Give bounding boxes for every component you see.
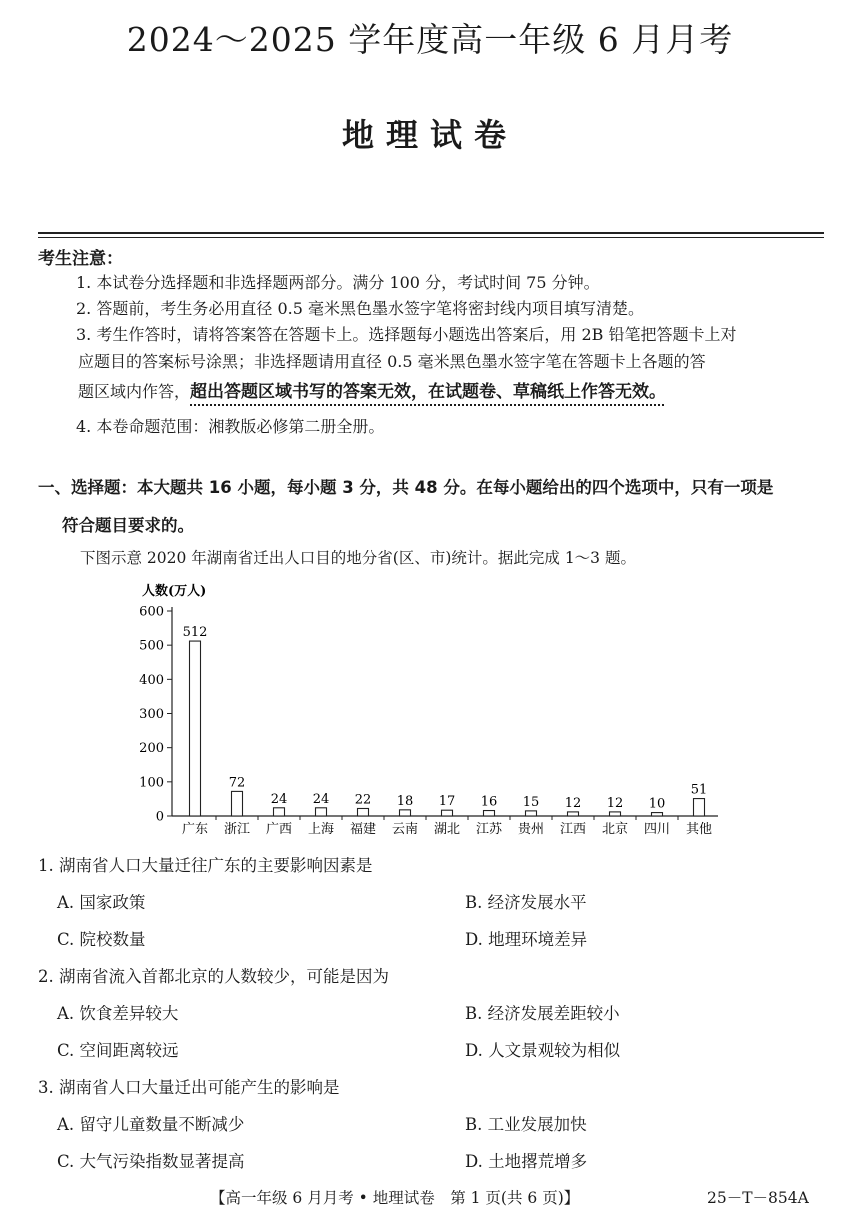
bar-7	[442, 810, 453, 816]
bar-12	[652, 813, 663, 816]
page-footer	[210, 1186, 809, 1208]
bar-8	[484, 811, 495, 816]
bar-value-label: 12	[606, 795, 624, 811]
x-tick-label: 云南	[391, 822, 419, 837]
x-tick-label: 湖北	[433, 822, 461, 837]
x-axis-labels	[182, 816, 712, 837]
x-tick-label: 上海	[307, 822, 335, 837]
x-tick-label: 浙江	[223, 822, 251, 837]
bar-value-label: 51	[690, 782, 708, 798]
bar-value-label: 24	[312, 791, 330, 807]
q2-option-c: C. 空间距离较远	[57, 1041, 179, 1060]
q2-option-a: A. 饮食差异较大	[57, 1004, 179, 1023]
bar-1	[190, 641, 201, 816]
bar-4	[316, 808, 327, 816]
y-tick-label: 500	[139, 638, 164, 654]
bar-2	[232, 791, 243, 816]
y-tick-label: 100	[139, 775, 164, 791]
bar-chart	[120, 578, 740, 840]
notice-heading: 考生注意：	[38, 249, 123, 269]
q3-option-d: D. 土地撂荒增多	[465, 1152, 588, 1171]
q1-option-a: A. 国家政策	[57, 893, 146, 912]
bar-value-label: 12	[564, 795, 582, 811]
x-tick-label: 福建	[349, 822, 377, 837]
notice-emphasis: 超出答题区域书写的答案无效，在试题卷、草稿纸上作答无效。	[190, 382, 667, 402]
y-tick-label: 600	[139, 604, 164, 620]
notice-item-3-end	[78, 379, 830, 405]
bar-10	[568, 812, 579, 816]
bar-value-label: 24	[270, 791, 288, 807]
x-tick-label: 江苏	[475, 822, 503, 837]
bar-value-label: 72	[228, 775, 246, 791]
notice-item-4: 4. 本卷命题范围：湘教版必修第二册全册。	[76, 417, 385, 436]
chart-intro: 下图示意 2020 年湖南省迁出人口目的地分省(区、市)统计。据此完成 1～3 题。	[80, 549, 636, 567]
x-tick-label: 广西	[265, 822, 293, 837]
q1-option-d: D. 地理环境差异	[465, 930, 588, 949]
divider-thin	[38, 237, 824, 238]
question-3: 3. 湖南省人口大量迁出可能产生的影响是	[38, 1078, 340, 1097]
notice-item-2: 2. 答题前，考生务必用直径 0.5 毫米黑色墨水签字笔将密封线内项目填写清楚。	[76, 299, 644, 318]
notice-item-3: 3. 考生作答时，请将答案答在答题卡上。选择题每小题选出答案后，用 2B 铅笔把答题卡上对	[76, 325, 737, 344]
footer-text: 【高一年级 6 月月考 • 地理试卷 第 1 页(共 6 页)】	[210, 1189, 580, 1207]
divider-thick	[38, 232, 824, 234]
y-axis-label: 人数(万人)	[142, 584, 207, 599]
bar-6	[400, 810, 411, 816]
q3-option-b: B. 工业发展加快	[465, 1115, 587, 1134]
bar-value-label: 16	[480, 794, 498, 810]
x-tick-label: 贵州	[517, 822, 545, 837]
bars	[183, 625, 708, 816]
bar-value-label: 15	[522, 794, 540, 810]
x-tick-label: 其他	[685, 822, 713, 837]
bar-11	[610, 812, 621, 816]
notice-item-1: 1. 本试卷分选择题和非选择题两部分。满分 100 分，考试时间 75 分钟。	[76, 273, 600, 292]
question-1: 1. 湖南省人口大量迁往广东的主要影响因素是	[38, 856, 373, 875]
y-tick-label: 200	[139, 741, 164, 757]
question-2: 2. 湖南省流入首都北京的人数较少，可能是因为	[38, 967, 389, 986]
q1-option-c: C. 院校数量	[57, 930, 146, 949]
q3-option-c: C. 大气污染指数显著提高	[57, 1152, 245, 1171]
y-tick-label: 400	[139, 672, 164, 688]
bar-value-label: 10	[648, 796, 666, 812]
notice-item-3-tail: 题区域内作答，	[78, 382, 191, 401]
x-tick-label: 广东	[181, 822, 209, 837]
x-tick-label: 江西	[559, 822, 587, 837]
bar-value-label: 17	[438, 794, 456, 810]
bar-value-label: 512	[182, 625, 208, 641]
notice-item-3-cont: 应题目的答案标号涂黑；非选择题请用直径 0.5 毫米黑色墨水签字笔在答题卡上各题的答	[78, 352, 706, 371]
q2-option-b: B. 经济发展差距较小	[465, 1004, 620, 1023]
q2-option-d: D. 人文景观较为相似	[465, 1041, 621, 1060]
bar-value-label: 22	[354, 792, 372, 808]
bar-value-label: 18	[396, 793, 414, 809]
y-tick-label: 0	[155, 809, 164, 825]
y-axis	[139, 605, 718, 825]
section-heading: 一、选择题：本大题共 16 小题，每小题 3 分，共 48 分。在每小题给出的四个选项中，只有一项是	[38, 478, 774, 497]
footer-code: 25－T－854A	[707, 1189, 809, 1207]
section-heading-cont: 符合题目要求的。	[62, 516, 194, 535]
q1-option-b: B. 经济发展水平	[465, 893, 587, 912]
bar-5	[358, 808, 369, 816]
exam-title: 2024～2025 学年度高一年级 6 月月考	[126, 20, 734, 59]
bar-13	[694, 799, 705, 816]
x-tick-label: 北京	[601, 822, 629, 837]
subject-title: 地理试卷	[341, 116, 518, 154]
x-tick-label: 四川	[643, 822, 671, 837]
q3-option-a: A. 留守儿童数量不断减少	[57, 1115, 245, 1134]
bar-3	[274, 808, 285, 816]
bar-9	[526, 811, 537, 816]
y-tick-label: 300	[139, 707, 164, 722]
